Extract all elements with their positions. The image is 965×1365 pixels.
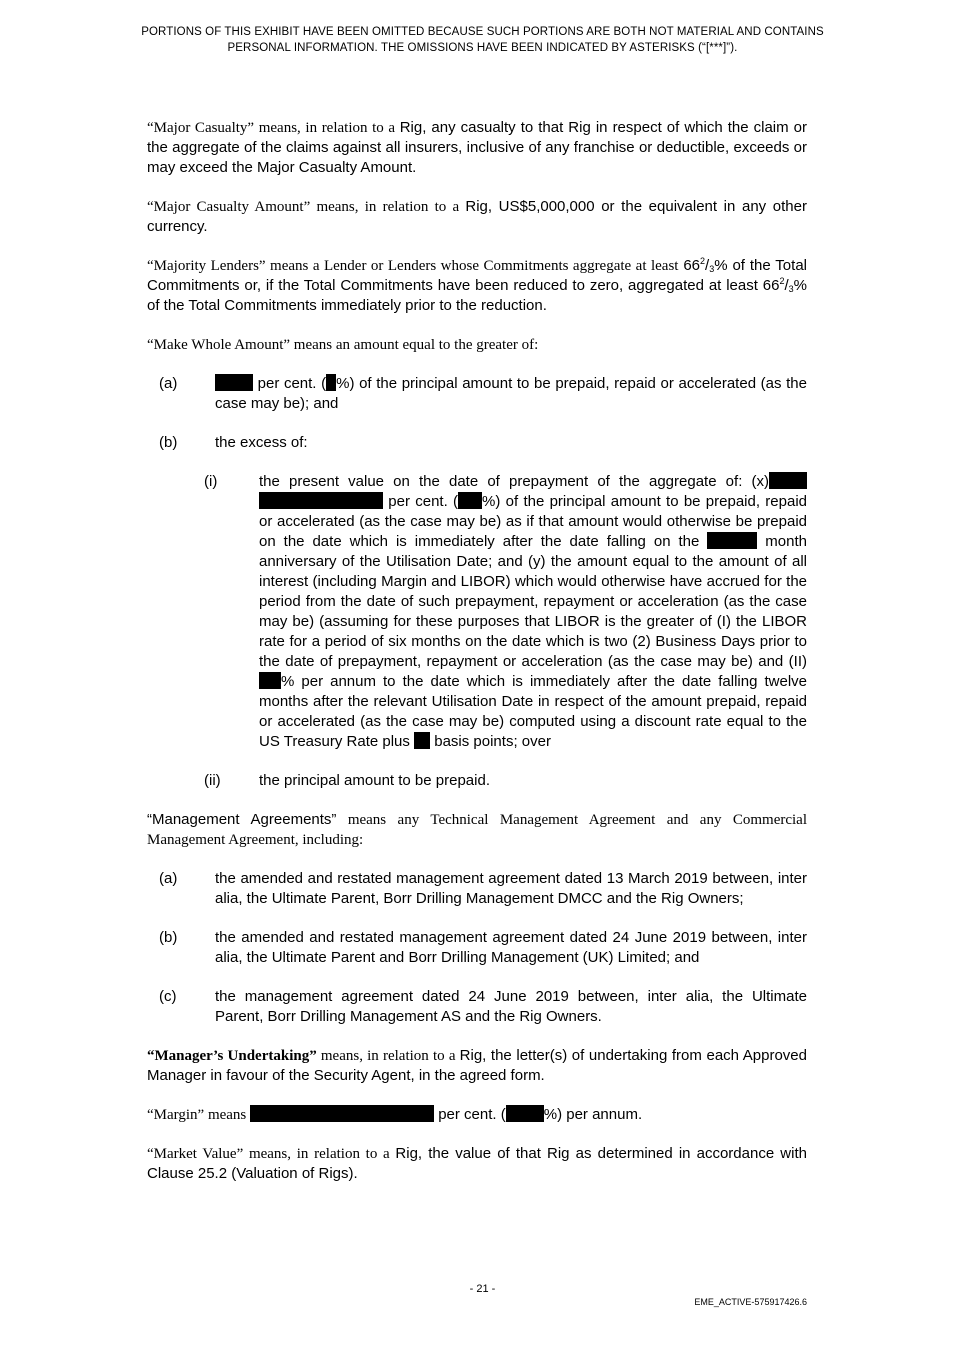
term-management-agreements: “Management Agreements” [147, 811, 337, 828]
make-whole-subitem-ii: (ii) the principal amount to be prepaid. [204, 772, 490, 789]
redaction-block [215, 374, 253, 391]
make-whole-item-b: (b) the excess of: [159, 434, 308, 451]
definition-margin: “Margin” means per cent. ( %) per annum. [147, 1106, 643, 1123]
management-agreement-item: (a) the amended and restated management agreement dated 13 March 2019 between, inter alia, the Ultimate Parent, Borr Drilling Management DMCC and the Rig Owners; [159, 870, 807, 907]
redaction-block [414, 732, 430, 749]
definition-managers-undertaking: “Manager’s Undertaking” means, in relation to a Rig, the letter(s) of undertaking from each Approved Manager in favour of the Security Agent, in the agreed form. [147, 1047, 807, 1084]
term-margin: “Margin” [147, 1107, 205, 1123]
redaction-block [769, 472, 807, 489]
management-agreement-item: (c) the management agreement dated 24 June 2019 between, inter alia, the Ultimate Parent, Borr Drilling Management AS and the Rig Owners. [159, 988, 807, 1025]
definition-major-casualty: “Major Casualty” means, in relation to a Rig, any casualty to that Rig in respect of which the claim or the aggregate of the claims against all insurers, inclusive of any franchise or deductible, exceeds or may exceed the Major Casualty Amount. [147, 119, 807, 176]
definition-market-value: “Market Value” means, in relation to a Rig, the value of that Rig as determined in accordance with Clause 25.2 (Valuation of Rigs). [147, 1145, 807, 1182]
redaction-block [259, 492, 383, 509]
page-number: - 21 - [469, 1283, 496, 1295]
term-market-value: “Market Value” [147, 1146, 244, 1162]
document-body [147, 118, 807, 1203]
definition-make-whole-amount: “Make Whole Amount” means an amount equal to the greater of: [147, 337, 539, 353]
redaction-block [259, 672, 281, 689]
document-reference: EME_ACTIVE-575917426.6 [694, 1297, 807, 1307]
make-whole-item-a: (a) per cent. ( %) of the principal amount to be prepaid, repaid or accelerated (as the case may be); and [159, 375, 807, 412]
term-major-casualty-amount: “Major Casualty Amount” [147, 199, 311, 215]
redaction-block [506, 1105, 544, 1122]
term-make-whole-amount: “Make Whole Amount” [147, 337, 291, 353]
redaction-block [707, 532, 757, 549]
make-whole-subitem-i: (i) the present value on the date of prepayment of the aggregate of: (x) per cent. ( %) of the principal amount to be prepaid, repaid or accelerated (as the case may be) as if that amount would otherwise be prepaid on the date which is immediately after the date falling on the month anniversary of the Utilisation Date; and (y) the amount equal to the amount of all interest (including Margin and LIBOR) which would otherwise have accrued for the period from the date of such prepayment, repayment or acceleration (as the case may be) (assuming for these purposes that LIBOR is the greater of (I) the LIBOR rate for a period of six months on the date which is two (2) Business Days prior to the date of prepayment, repayment or acceleration (as the case may be) and (II)% per annum to the date which is immediately after the date falling twelve months after the relevant Utilisation Date in respect of the amount prepaid, repaid or accelerated (as the case may be) computed using a discount rate equal to the US Treasury Rate plus basis points; over [204, 473, 807, 750]
definition-major-casualty-amount: “Major Casualty Amount” means, in relation to a Rig, US$5,000,000 or the equivalent in any other currency. [147, 198, 807, 235]
redaction-block [326, 374, 336, 391]
omission-notice: PORTIONS OF THIS EXHIBIT HAVE BEEN OMITTED BECAUSE SUCH PORTIONS ARE BOTH NOT MATERIAL AND CONTAINS PERSONAL INFORMATION. THE OMISSIONS HAVE BEEN INDICATED BY ASTERISKS (“[***]”). [141, 26, 824, 54]
redaction-block [250, 1105, 434, 1122]
term-major-casualty: “Major Casualty” [147, 120, 255, 136]
redaction-block [458, 492, 482, 509]
definition-management-agreements: “Management Agreements” means any Technical Management Agreement and any Commercial Management Agreement, including: [147, 811, 808, 848]
management-agreement-item: (b) the amended and restated management agreement dated 24 June 2019 between, inter alia, the Ultimate Parent and Borr Drilling Management (UK) Limited; and [159, 929, 807, 966]
term-majority-lenders: “Majority Lenders” [147, 258, 266, 274]
term-managers-undertaking: “Manager’s Undertaking” [147, 1048, 317, 1064]
definition-majority-lenders: “Majority Lenders” means a Lender or Lenders whose Commitments aggregate at least $66^2/3\%$ of the Total Commitments or, if the Total Commitments have been reduced to zero, aggregated at least $66^2/3\%$ of the Total Commitments immediately prior to the reduction. [147, 256, 807, 314]
